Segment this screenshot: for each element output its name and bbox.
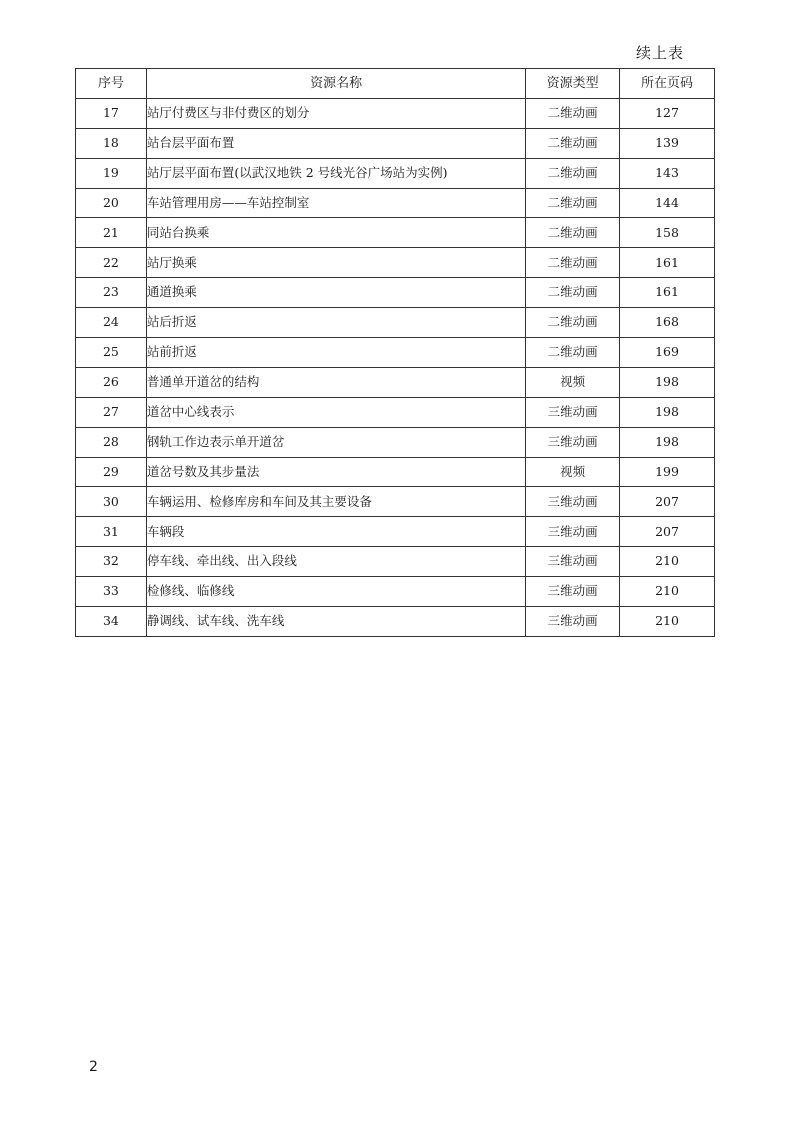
cell-no: 28 [76, 427, 147, 457]
header-row [76, 69, 715, 99]
cell-page: 161 [620, 278, 715, 308]
cell-type: 三维动画 [526, 547, 620, 577]
cell-name: 站厅换乘 [146, 248, 525, 278]
cell-type: 三维动画 [526, 427, 620, 457]
table-row [76, 278, 715, 308]
cell-name: 车辆运用、检修库房和车间及其主要设备 [146, 487, 525, 517]
cell-type: 三维动画 [526, 577, 620, 607]
cell-page: 199 [620, 457, 715, 487]
cell-page: 161 [620, 248, 715, 278]
table-row [76, 188, 715, 218]
table-row [76, 487, 715, 517]
cell-name: 道岔号数及其步量法 [146, 457, 525, 487]
table-row [76, 607, 715, 637]
cell-type: 二维动画 [526, 188, 620, 218]
cell-no: 24 [76, 308, 147, 338]
cell-no: 32 [76, 547, 147, 577]
cell-page: 139 [620, 128, 715, 158]
cell-name: 站前折返 [146, 338, 525, 368]
continued-label: 续上表 [635, 44, 684, 62]
cell-type: 三维动画 [526, 397, 620, 427]
cell-no: 31 [76, 517, 147, 547]
cell-type: 视频 [526, 367, 620, 397]
cell-page: 143 [620, 158, 715, 188]
header-no: 序号 [76, 69, 147, 99]
header-page: 所在页码 [620, 69, 715, 99]
cell-name: 钢轨工作边表示单开道岔 [146, 427, 525, 457]
cell-name: 停车线、牵出线、出入段线 [146, 547, 525, 577]
cell-type: 二维动画 [526, 98, 620, 128]
table-body [76, 98, 715, 636]
cell-page: 198 [620, 397, 715, 427]
cell-type: 二维动画 [526, 158, 620, 188]
cell-type: 三维动画 [526, 607, 620, 637]
resource-table [75, 68, 715, 637]
cell-page: 210 [620, 547, 715, 577]
table-row [76, 98, 715, 128]
page-number: 2 [89, 1059, 98, 1075]
cell-page: 207 [620, 517, 715, 547]
table-row [76, 547, 715, 577]
cell-page: 169 [620, 338, 715, 368]
cell-no: 22 [76, 248, 147, 278]
cell-no: 34 [76, 607, 147, 637]
cell-no: 17 [76, 98, 147, 128]
table-row [76, 128, 715, 158]
cell-type: 二维动画 [526, 218, 620, 248]
cell-type: 二维动画 [526, 338, 620, 368]
cell-page: 127 [620, 98, 715, 128]
cell-no: 21 [76, 218, 147, 248]
cell-type: 二维动画 [526, 248, 620, 278]
cell-type: 二维动画 [526, 278, 620, 308]
header-name: 资源名称 [146, 69, 525, 99]
cell-type: 三维动画 [526, 517, 620, 547]
cell-name: 站台层平面布置 [146, 128, 525, 158]
cell-type: 二维动画 [526, 308, 620, 338]
cell-no: 29 [76, 457, 147, 487]
cell-name: 车辆段 [146, 517, 525, 547]
cell-name: 检修线、临修线 [146, 577, 525, 607]
table-row [76, 517, 715, 547]
cell-no: 26 [76, 367, 147, 397]
table-row [76, 427, 715, 457]
table-row [76, 457, 715, 487]
cell-no: 23 [76, 278, 147, 308]
cell-name: 道岔中心线表示 [146, 397, 525, 427]
cell-name: 通道换乘 [146, 278, 525, 308]
cell-type: 二维动画 [526, 128, 620, 158]
cell-page: 144 [620, 188, 715, 218]
cell-no: 27 [76, 397, 147, 427]
cell-page: 207 [620, 487, 715, 517]
cell-name: 普通单开道岔的结构 [146, 367, 525, 397]
table-header [76, 69, 715, 99]
cell-name: 同站台换乘 [146, 218, 525, 248]
cell-no: 18 [76, 128, 147, 158]
cell-type: 视频 [526, 457, 620, 487]
cell-name: 静调线、试车线、洗车线 [146, 607, 525, 637]
cell-type: 三维动画 [526, 487, 620, 517]
cell-page: 158 [620, 218, 715, 248]
cell-no: 33 [76, 577, 147, 607]
table-row [76, 248, 715, 278]
cell-no: 19 [76, 158, 147, 188]
table-row [76, 218, 715, 248]
table-row [76, 338, 715, 368]
table-row [76, 308, 715, 338]
cell-name: 车站管理用房——车站控制室 [146, 188, 525, 218]
cell-page: 210 [620, 577, 715, 607]
cell-no: 25 [76, 338, 147, 368]
table-row [76, 397, 715, 427]
cell-page: 168 [620, 308, 715, 338]
cell-name: 站厅付费区与非付费区的划分 [146, 98, 525, 128]
cell-no: 30 [76, 487, 147, 517]
cell-page: 198 [620, 367, 715, 397]
cell-no: 20 [76, 188, 147, 218]
header-type: 资源类型 [526, 69, 620, 99]
table-row [76, 577, 715, 607]
cell-page: 198 [620, 427, 715, 457]
cell-page: 210 [620, 607, 715, 637]
cell-name: 站后折返 [146, 308, 525, 338]
table-row [76, 367, 715, 397]
table-row [76, 158, 715, 188]
cell-name: 站厅层平面布置(以武汉地铁 2 号线光谷广场站为实例) [146, 158, 525, 188]
